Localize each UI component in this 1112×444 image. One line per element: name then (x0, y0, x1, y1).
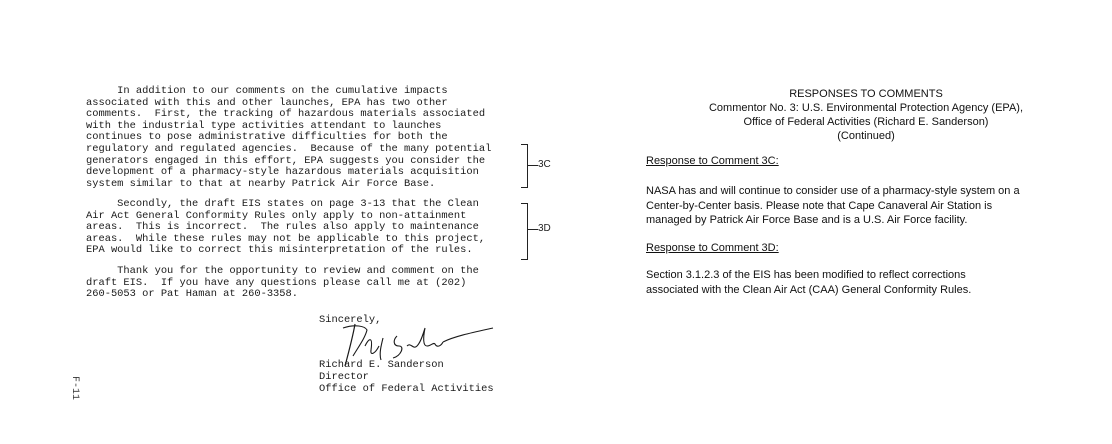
letter-line: associated with this and other launches, EPA has two other (86, 96, 448, 109)
continued-label: (Continued) (837, 130, 895, 142)
letter-line: Thank you for the opportunity to review and comment on the (86, 265, 479, 277)
letter-line: Secondly, the draft EIS states on page 3-13 that the Clean (86, 198, 479, 210)
signer-office: Office of Federal Activities (319, 383, 494, 395)
letter-line: areas. This is incorrect. The rules also apply to maintenance (86, 221, 479, 234)
letter-line: 260-5053 or Pat Haman at 260-3358. (86, 288, 299, 301)
bracket-label-3d: 3D (538, 223, 551, 234)
letter-line: development of a pharmacy-style hazardous materials acquisition (86, 166, 479, 179)
office-line: Office of Federal Activities (Richard E. Sanderson) (743, 116, 989, 128)
bracket-3c (521, 144, 528, 188)
letter-line: comments. First, the tracking of hazardous materials associated (86, 108, 486, 121)
letter-line: Air Act General Conformity Rules only apply to non-attainment (86, 209, 467, 222)
signer-title: Director (319, 371, 369, 383)
responses-title: RESPONSES TO COMMENTS (789, 88, 943, 100)
responses-header (646, 87, 1086, 143)
response-line: Section 3.1.2.3 of the EIS has been modified to reflect corrections (646, 269, 966, 281)
bracket-label-3c: 3C (538, 159, 551, 170)
letter-line: In addition to our comments on the cumulative impacts (86, 85, 448, 97)
letter-line: regulatory and regulated agencies. Because of the many potential (86, 142, 492, 155)
bracket-tick-3c (528, 165, 538, 166)
letter-paragraph-1 (86, 86, 526, 190)
letter-closing: Sincerely, (319, 314, 382, 326)
response-body-3c (646, 184, 1091, 228)
letter-line: areas. While these rules may not be applicable to this project, (86, 232, 486, 245)
letter-paragraph-3 (86, 266, 526, 301)
response-heading-3d: Response to Comment 3D: (646, 242, 779, 254)
response-line: NASA has and will continue to consider use of a pharmacy-style system on a (646, 185, 1020, 197)
page-marker: F-11 (69, 376, 80, 401)
response-line: Center-by-Center basis. Please note that Cape Canaveral Air Station is (646, 199, 993, 212)
response-heading-3c: Response to Comment 3C: (646, 155, 779, 167)
letter-line: generators engaged in this effort, EPA suggests you consider the (86, 154, 486, 167)
signature-block (319, 359, 494, 395)
bracket-3d (521, 203, 528, 260)
response-body-3d (646, 268, 1091, 297)
response-line: associated with the Clean Air Act (CAA) General Conformity Rules. (646, 283, 972, 296)
letter-line: with the industrial type activities attendant to launches (86, 119, 442, 132)
letter-line: continues to pose administrative difficulties for both the (86, 131, 448, 144)
letter-line: EPA would like to correct this misinterpretation of the rules. (86, 244, 473, 257)
letter-line: draft EIS. If you have any questions please call me at (202) (86, 276, 467, 289)
bracket-tick-3d (528, 229, 538, 230)
commentor-line: Commentor No. 3: U.S. Environmental Protection Agency (EPA), (708, 102, 1024, 114)
signer-name: Richard E. Sanderson (319, 359, 444, 371)
response-line: managed by Patrick Air Force Base and is a U.S. Air Force facility. (646, 214, 968, 226)
letter-paragraph-2 (86, 199, 526, 257)
letter-line: system similar to that at nearby Patrick Air Force Base. (86, 177, 436, 190)
